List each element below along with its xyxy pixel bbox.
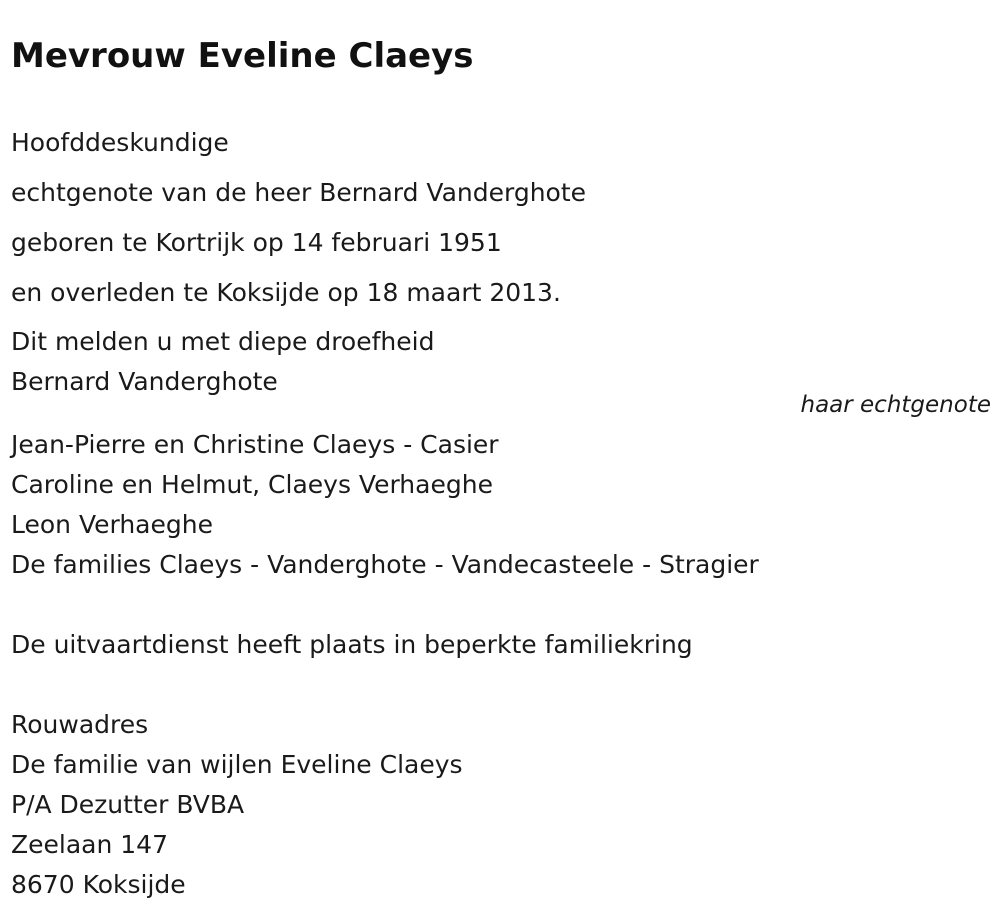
spouse-of-line: echtgenote van de heer Bernard Vanderghote: [11, 178, 587, 207]
notice-title: Mevrouw Eveline Claeys: [11, 36, 474, 76]
announcement-line: Dit melden u met diepe droefheid: [11, 327, 435, 356]
mourner-line: Leon Verhaeghe: [11, 510, 213, 539]
mourner-line: De families Claeys - Vanderghote - Vandecasteele - Stragier: [11, 550, 759, 579]
mourner-line: Jean-Pierre en Christine Claeys - Casier: [11, 430, 499, 459]
address-line: Zeelaan 147: [11, 830, 168, 859]
address-line: P/A Dezutter BVBA: [11, 790, 245, 819]
death-line: en overleden te Koksijde op 18 maart 2013.: [11, 278, 561, 307]
obituary-notice: [11, 0, 991, 919]
spouse-relation: haar echtgenote: [800, 392, 991, 418]
address-line: 8670 Koksijde: [11, 870, 186, 899]
address-heading: Rouwadres: [11, 710, 149, 739]
occupation-line: Hoofddeskundige: [11, 128, 229, 157]
spouse-name: Bernard Vanderghote: [11, 367, 278, 396]
service-line: De uitvaartdienst heeft plaats in beperkte familiekring: [11, 630, 693, 659]
birth-line: geboren te Kortrijk op 14 februari 1951: [11, 228, 502, 257]
address-line: De familie van wijlen Eveline Claeys: [11, 750, 463, 779]
mourner-line: Caroline en Helmut, Claeys Verhaeghe: [11, 470, 493, 499]
